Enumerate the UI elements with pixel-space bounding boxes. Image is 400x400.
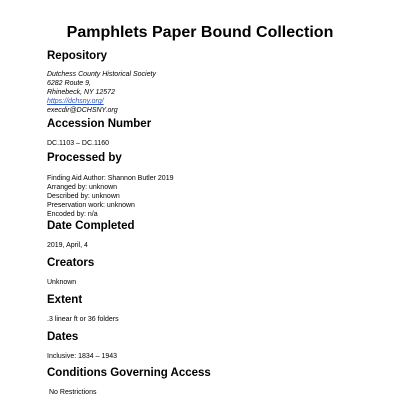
extent-value: .3 linear ft or 36 folders xyxy=(47,316,119,323)
repository-street: 6282 Route 9, xyxy=(47,80,91,87)
date-completed-value: 2019, April, 4 xyxy=(47,242,88,249)
processed-by-line: Arranged by: unknown xyxy=(47,184,118,191)
repository-name: Dutchess County Historical Society xyxy=(47,71,156,78)
creators-heading: Creators xyxy=(47,257,95,269)
repository-city: Rhinebeck, NY 12572 xyxy=(47,89,115,96)
processed-by-line: Preservation work: unknown xyxy=(47,202,135,209)
access-value: No Restrictions xyxy=(49,389,97,396)
accession-heading: Accession Number xyxy=(47,118,152,130)
accession-value: DC.1103 – DC.1160 xyxy=(47,140,109,147)
extent-heading: Extent xyxy=(47,294,83,306)
repository-email: execdir@DCHSNY.org xyxy=(47,107,118,114)
page-title: Pamphlets Paper Bound Collection xyxy=(66,24,334,41)
dates-heading: Dates xyxy=(47,331,79,343)
processed-by-line: Encoded by: n/a xyxy=(47,211,98,218)
creators-value: Unknown xyxy=(47,279,77,286)
repository-heading: Repository xyxy=(47,50,108,62)
processed-by-line: Described by: unknown xyxy=(47,193,120,200)
access-heading: Conditions Governing Access xyxy=(47,367,211,379)
processed-by-heading: Processed by xyxy=(47,152,122,164)
processed-by-line: Finding Aid Author: Shannon Butler 2019 xyxy=(47,175,174,182)
repository-website-link[interactable]: https://dchsny.org/ xyxy=(47,98,104,105)
dates-value: Inclusive: 1834 – 1943 xyxy=(47,353,118,360)
date-completed-heading: Date Completed xyxy=(47,220,135,232)
